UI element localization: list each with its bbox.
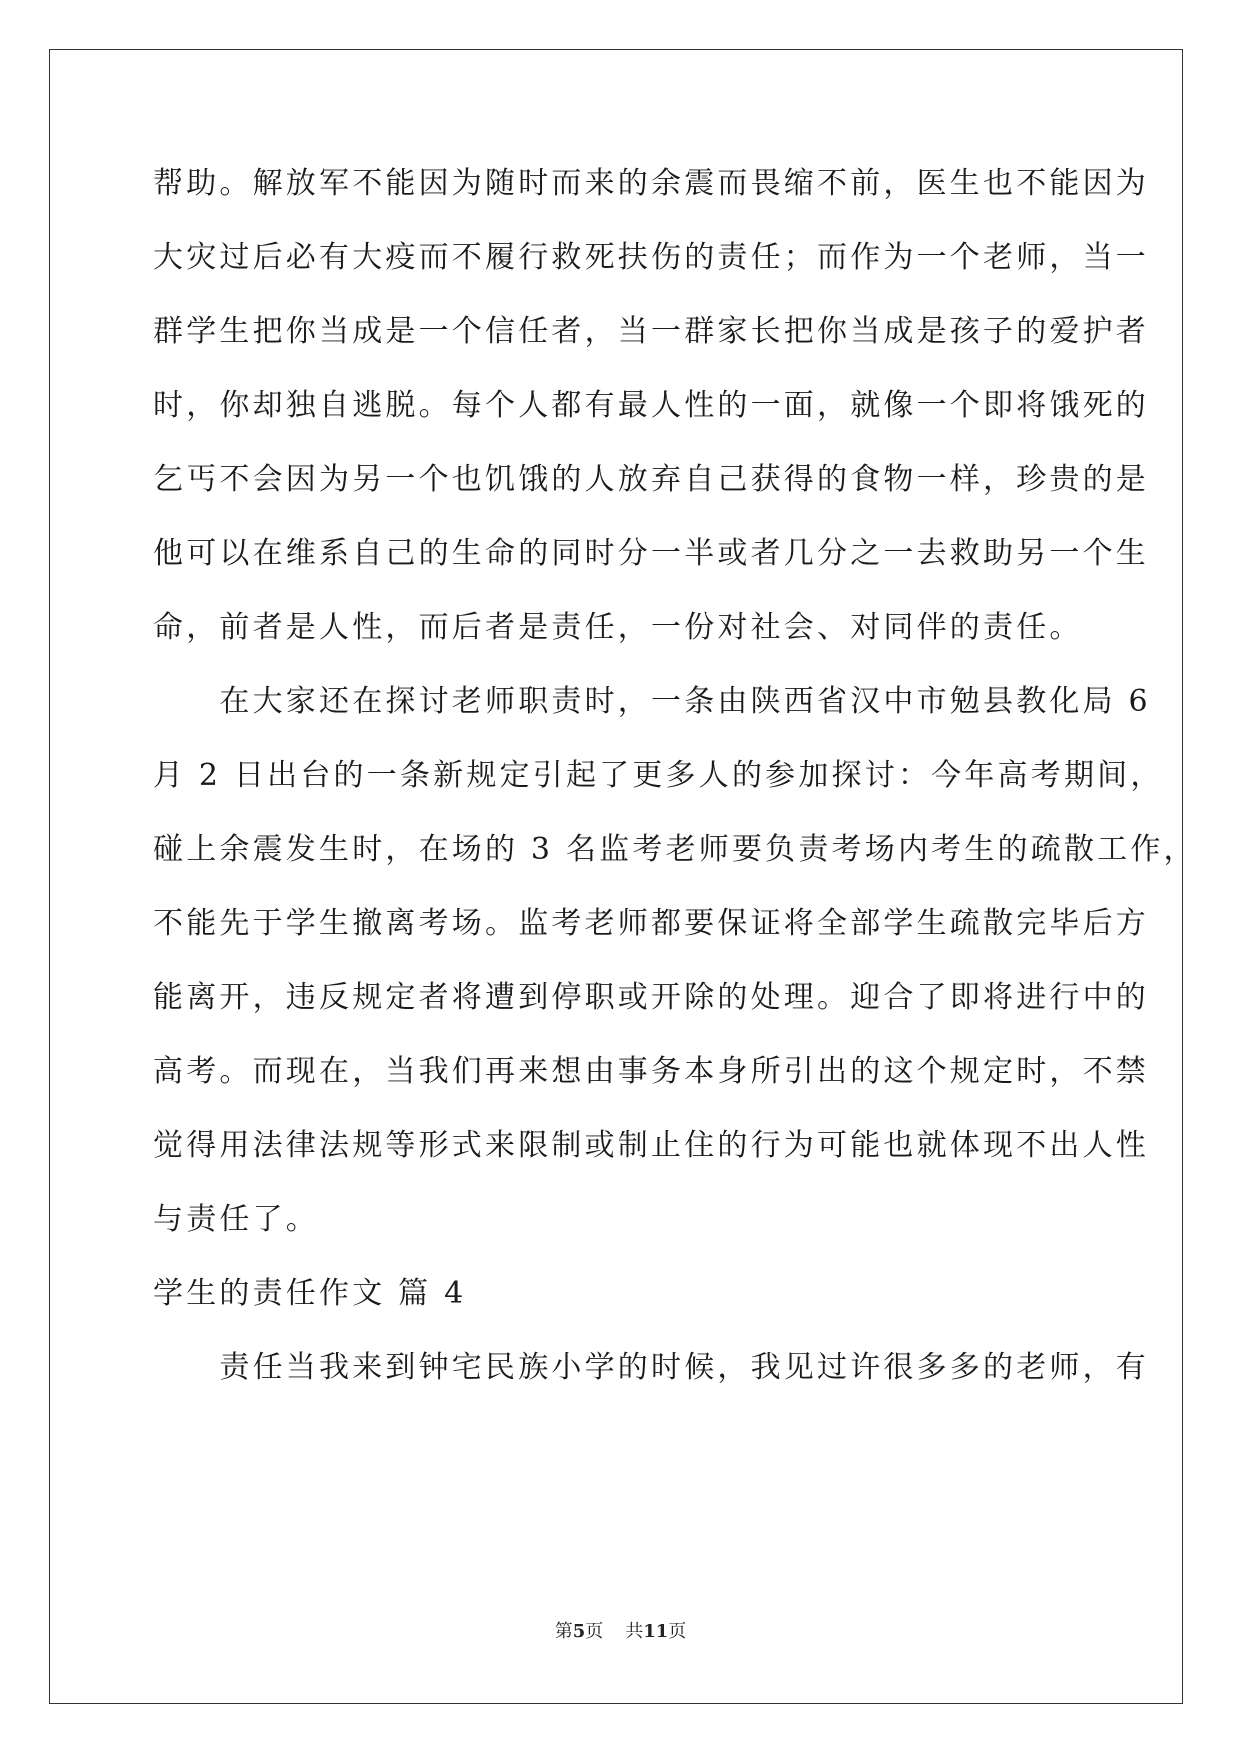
text-line: 高考。而现在，当我们再来想由事务本身所引出的这个规定时，不禁 — [153, 1054, 1149, 1089]
text-line: 乞丐不会因为另一个也饥饿的人放弃自己获得的食物一样，珍贵的是 — [153, 462, 1149, 497]
text-line: 群学生把你当成是一个信任者，当一群家长把你当成是孩子的爱护者 — [153, 314, 1149, 349]
page-footer — [0, 1620, 1241, 1644]
text-line: 月 2 日出台的一条新规定引起了更多人的参加探讨：今年高考期间， — [153, 758, 1164, 793]
text-line: 他可以在维系自己的生命的同时分一半或者几分之一去救助另一个生 — [153, 536, 1149, 571]
text-line: 不能先于学生撤离考场。监考老师都要保证将全部学生疏散完毕后方 — [153, 906, 1149, 941]
text-line: 碰上余震发生时，在场的 3 名监考老师要负责考场内考生的疏散工作， — [153, 832, 1197, 867]
text-line: 帮助。解放军不能因为随时而来的余震而畏缩不前，医生也不能因为 — [153, 166, 1149, 201]
text-line: 时，你却独自逃脱。每个人都有最人性的一面，就像一个即将饿死的 — [153, 388, 1149, 423]
page-label-suffix: 页 — [585, 1621, 604, 1642]
total-pages: 11 — [643, 1621, 669, 1642]
text-line: 责任当我来到钟宅民族小学的时候，我见过许很多多的老师，有 — [153, 1350, 1149, 1385]
text-line: 命，前者是人性，而后者是责任，一份对社会、对同伴的责任。 — [153, 610, 1083, 645]
text-line: 在大家还在探讨老师职责时，一条由陕西省汉中市勉县教化局 6 — [153, 684, 1151, 719]
total-suffix: 页 — [668, 1621, 687, 1642]
page-label-prefix: 第 — [554, 1621, 573, 1642]
page-border — [49, 49, 1183, 1704]
text-line: 觉得用法律法规等形式来限制或制止住的行为可能也就体现不出人性 — [153, 1128, 1149, 1163]
text-line: 大灾过后必有大疫而不履行救死扶伤的责任；而作为一个老师，当一 — [153, 240, 1149, 275]
text-line: 与责任了。 — [153, 1202, 319, 1237]
total-prefix: 共 — [625, 1621, 644, 1642]
section-heading: 学生的责任作文 篇 4 — [153, 1276, 467, 1311]
page-number: 5 — [572, 1621, 586, 1642]
text-line: 能离开，违反规定者将遭到停职或开除的处理。迎合了即将进行中的 — [153, 980, 1149, 1015]
